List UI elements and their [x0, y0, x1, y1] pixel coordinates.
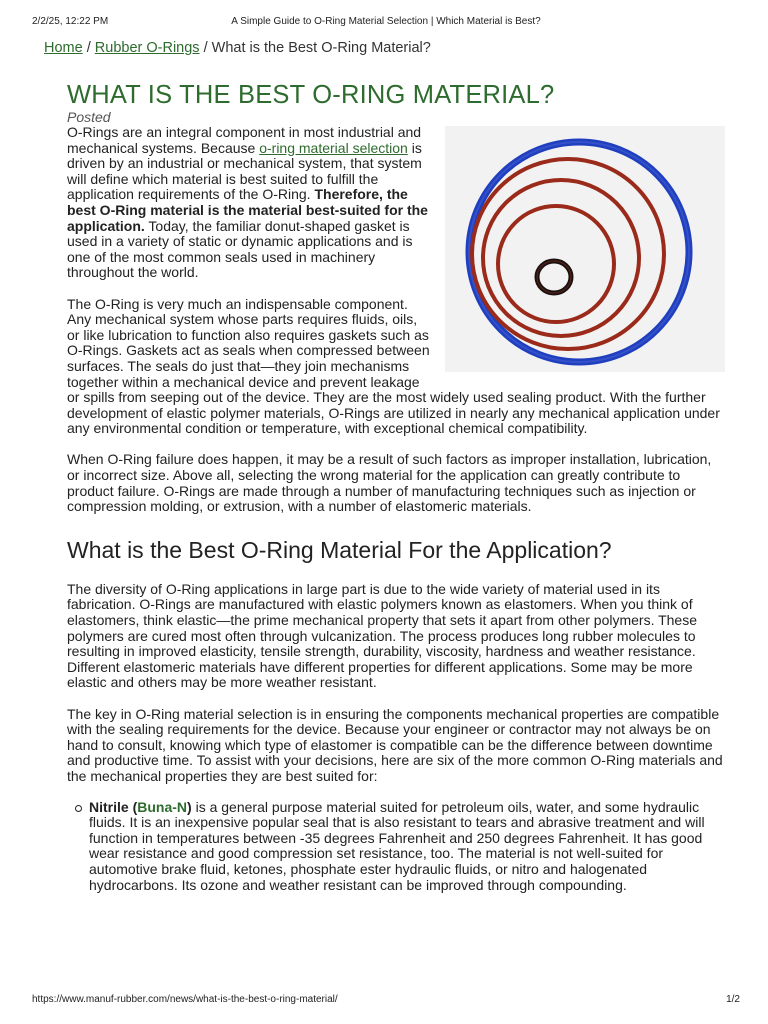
breadcrumb-home-link[interactable]: Home — [44, 40, 83, 56]
material-name: Nitrile — [89, 798, 129, 815]
intro-text-1: O-Rings are an integral component in most industrial and mechanical systems. Because — [67, 124, 422, 156]
paren-close: ) — [187, 798, 192, 815]
print-date: 2/2/25, 12:22 PM — [32, 16, 109, 27]
breadcrumb — [44, 38, 723, 58]
breadcrumb-current: What is the Best O-Ring Material? — [211, 40, 431, 56]
page-number: 1/2 — [726, 994, 740, 1005]
paren-open: ( — [128, 798, 138, 815]
breadcrumb-rubber-orings-link[interactable]: Rubber O-Rings — [94, 40, 200, 56]
diversity-paragraph: The diversity of O-Ring applications in large part is due to the wide variety of material used in its fabrication. O-Rings are manufactured with elastic polymers known as elastomers. When you think of elastomers, think elastic—the prime mechanical property that sets it apart from other polymers. These polymers are cured most often through vulcanization. The process produces long rubber molecules to resulting in improved elasticity, tensile strength, durability, viscosity, hardness and weather resistance. Different elastomeric materials have different properties for different applications. Some may be more elastic and others may be more weather resistant. — [67, 580, 698, 691]
section-heading: What is the Best O-Ring Material For the Application? — [67, 536, 612, 563]
print-header — [32, 16, 740, 30]
intro-bold-text: Therefore, the best O-Ring material is the material best-suited for the application. — [67, 186, 428, 234]
breadcrumb-separator: / — [82, 40, 95, 56]
breadcrumb-separator: / — [199, 40, 212, 56]
materials-list — [67, 800, 723, 894]
intro-section — [67, 125, 723, 437]
orings-photo — [445, 126, 725, 372]
material-alias: Buna-N — [137, 798, 188, 815]
orings-illustration — [445, 126, 725, 372]
list-item — [89, 800, 723, 894]
intro-text-3: Today, the familiar donut-shaped gasket is used in a variety of static or dynamic applications and is one of the most common seals used in machinery throughout the world. — [67, 217, 413, 281]
print-footer — [32, 994, 740, 1008]
print-title: A Simple Guide to O-Ring Material Selection | Which Material is Best? — [231, 16, 541, 27]
material-description: is a general purpose material suited for petroleum oils, water, and some hydraulic fluids. It is an inexpensive popular seal that is also resistant to tears and abrasive treatment and will function in temperatures between -35 degrees Fahrenheit and 250 degrees Fahrenheit. It has good wear resistance and good compression set resistance, too. The material is not well-suited for automotive brake fluid, ketones, phosphate ester hydraulic fluids, or nitro and halogenated hydrocarbons. Its ozone and weather resistant can be improved through compounding. — [89, 798, 705, 893]
indispensable-paragraph: The O-Ring is very much an indispensable component. Any mechanical system whose parts requires fluids, oils, or like lubrication to function also requires gaskets such as O-Rings. Gaskets act as seals when compressed between surfaces. The seals do just that—they join mechanisms together within a mechanical device and prevent leakage or spills from seeping out of the device. They are the most widely used sealing product. With the further development of elastic polymer materials, O-Rings are utilized in nearly any mechanical application under any environmental condition or temperature, with exceptional chemical compatibility. — [67, 295, 720, 437]
posted-label: Posted — [67, 109, 111, 125]
page-content — [44, 38, 723, 893]
oring-material-selection-link[interactable]: o-ring material selection — [259, 139, 408, 156]
page-title: WHAT IS THE BEST O-RING MATERIAL? — [67, 81, 555, 109]
intro-text-2: is driven by an industrial or mechanical system, that system will define which material is best suited to fulfill the application requirements of the O-Ring. — [67, 139, 422, 203]
print-url: https://www.manuf-rubber.com/news/what-is-the-best-o-ring-material/ — [32, 994, 338, 1005]
selection-key-paragraph: The key in O-Ring material selection is in ensuring the components mechanical properties are compatible with the sealing requirements for the device. Because your engineer or contractor may not always be on hand to consult, knowing which type of elastomer is compatible can be the difference between downtime and productive time. To assist with your decisions, here are six of the more common O-Ring materials and the mechanical properties they are best suited for: — [67, 705, 723, 784]
failure-paragraph: When O-Ring failure does happen, it may be a result of such factors as improper installation, lubrication, or incorrect size. Above all, selecting the wrong material for the application can greatly contribute to product failure. O-Rings are made through a number of manufacturing techniques such as injection or compression molding, or extrusion, with a number of elastomeric materials. — [67, 451, 712, 515]
